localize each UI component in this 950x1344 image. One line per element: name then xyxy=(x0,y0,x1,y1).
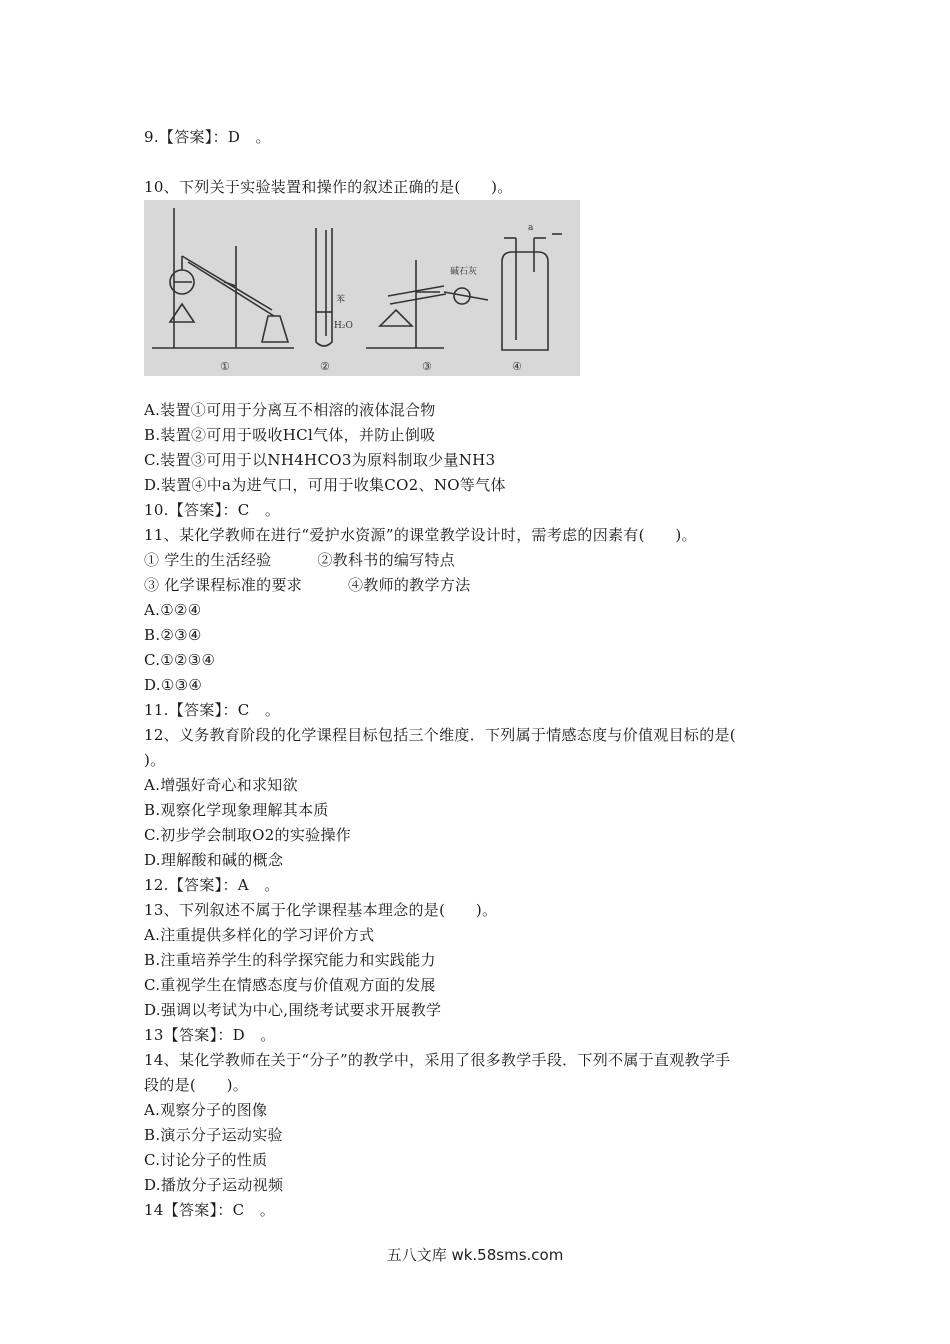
annotation-soda-lime: 碱石灰 xyxy=(450,267,478,277)
page-footer-watermark: 五八文库 wk.58sms.com xyxy=(386,1246,564,1264)
option-12-b: B.观察化学现象理解其本质 xyxy=(144,801,329,819)
question-14-stem: 14、某化学教师在关于“分子”的教学中，采用了很多教学手段．下列不属于直观教学手 xyxy=(144,1051,731,1069)
question-12-stem: 12、义务教育阶段的化学课程目标包括三个维度．下列属于情感态度与价值观目标的是( xyxy=(144,726,736,744)
annotation-benzene: 苯 xyxy=(336,295,346,305)
option-11-c: C.①②③④ xyxy=(144,651,216,669)
question-10-stem: 10、下列关于实验装置和操作的叙述正确的是( )。 xyxy=(144,178,513,196)
option-11-a: A.①②④ xyxy=(144,601,202,619)
apparatus-drawing xyxy=(144,200,580,376)
question-13-stem: 13、下列叙述不属于化学课程基本理念的是( )。 xyxy=(144,901,498,919)
figure-label-3: ③ xyxy=(422,360,432,373)
option-10-b: B.装置②可用于吸收HCl气体，并防止倒吸 xyxy=(144,426,436,444)
option-14-a: A.观察分子的图像 xyxy=(144,1101,268,1119)
option-13-d: D.强调以考试为中心,围绕考试要求开展教学 xyxy=(144,1001,442,1019)
option-14-d: D.播放分子运动视频 xyxy=(144,1176,284,1194)
apparatus-figure xyxy=(144,200,580,376)
figure-label-1: ① xyxy=(220,360,230,373)
question-11-stem: 11、某化学教师在进行“爱护水资源”的课堂教学设计时，需考虑的因素有( )。 xyxy=(144,526,697,544)
option-13-a: A.注重提供多样化的学习评价方式 xyxy=(144,926,375,944)
annotation-a: a xyxy=(528,223,534,233)
option-11-d: D.①③④ xyxy=(144,676,203,694)
question-11-factors-2: ③ 化学课程标准的要求 ④教师的教学方法 xyxy=(144,576,471,594)
figure-label-4: ④ xyxy=(512,360,522,373)
option-14-b: B.演示分子运动实验 xyxy=(144,1126,283,1144)
option-10-c: C.装置③可用于以NH4HCO3为原料制取少量NH3 xyxy=(144,451,496,469)
question-14-stem-cont: 段的是( )。 xyxy=(144,1076,249,1094)
answer-14: 14【答案】：C 。 xyxy=(144,1201,276,1219)
option-14-c: C.讨论分子的性质 xyxy=(144,1151,268,1169)
option-12-a: A.增强好奇心和求知欲 xyxy=(144,776,298,794)
answer-10: 10.【答案】：C 。 xyxy=(144,501,281,519)
answer-12: 12.【答案】：A 。 xyxy=(144,876,280,894)
option-11-b: B.②③④ xyxy=(144,626,202,644)
option-12-d: D.理解酸和碱的概念 xyxy=(144,851,284,869)
answer-11: 11.【答案】：C 。 xyxy=(144,701,281,719)
annotation-water: H₂O xyxy=(334,321,353,331)
figure-label-2: ② xyxy=(320,360,330,373)
option-10-a: A.装置①可用于分离互不相溶的液体混合物 xyxy=(144,401,436,419)
question-12-stem-cont: )。 xyxy=(144,751,166,769)
question-11-factors-1: ① 学生的生活经验 ②教科书的编写特点 xyxy=(144,551,456,569)
option-13-b: B.注重培养学生的科学探究能力和实践能力 xyxy=(144,951,436,969)
option-12-c: C.初步学会制取O2的实验操作 xyxy=(144,826,352,844)
answer-13: 13【答案】：D 。 xyxy=(144,1026,276,1044)
option-10-d: D.装置④中a为进气口，可用于收集CO2、NO等气体 xyxy=(144,476,506,494)
option-13-c: C.重视学生在情感态度与价值观方面的发展 xyxy=(144,976,436,994)
answer-9: 9.【答案】：D 。 xyxy=(144,128,271,146)
